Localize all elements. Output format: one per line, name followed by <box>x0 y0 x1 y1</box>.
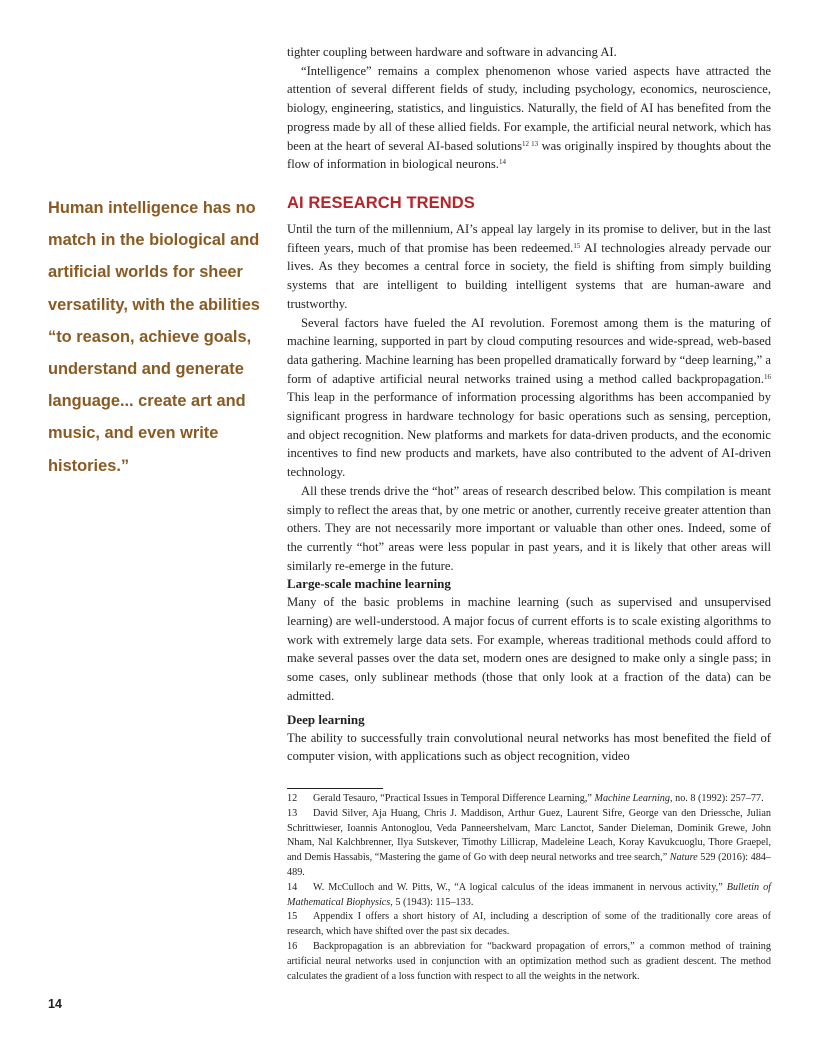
section-paragraph-3: All these trends drive the “hot” areas of research described below. This compilation is meant simply to reflect the areas that, by one metric or another, currently receive greater attention than others. They are not necessarily more important or valuable than other ones. Indeed, some of the currently “hot” areas were less popular in past years, and it is likely that other areas will similarly re-emerge in the future. <box>287 483 771 573</box>
footnote-ref-14[interactable]: 14 <box>498 158 506 167</box>
footnote-12: 12 Gerald Tesauro, “Practical Issues in Temporal Difference Learning,” Machine Learning, no. 8 (1992): 257–77. <box>287 793 764 804</box>
subheading-large-scale-ml: Large-scale machine learning <box>287 576 451 592</box>
footnote-16: 16 Backpropagation is an abbreviation for “backward propagation of errors,” a common method of training artificial neural networks used in conjunction with an optimization method such as gradient descent. The method calculates the gradient of a loss function with respect to all the weights in the network. <box>287 940 771 982</box>
pull-quote: Human intelligence has no match in the biological and artificial worlds for sheer versatility, with the abilities “to reason, achieve goals, understand and generate language... create art and music, and even write histories.” <box>48 199 260 475</box>
footnote-15: 15 Appendix I offers a short history of AI, including a description of some of the traditionally core areas of research, which have shifted over the past six decades. <box>287 911 771 938</box>
footnotes <box>287 792 771 984</box>
page-number: 14 <box>48 997 62 1011</box>
deep-learning-paragraph: The ability to successfully train convolutional neural networks has most benefited the field of computer vision, with applications such as object recognition, video <box>287 730 771 764</box>
large-scale-ml-paragraph: Many of the basic problems in machine learning (such as supervised and unsupervised learning) are well-understood. A major focus of current efforts is to scale existing algorithms to work with extremely large data sets. For example, whereas traditional methods could afford to make several passes over the data set, modern ones are designed to make only a single pass; in some cases, only sublinear methods (those that only look at a fraction of the data) can be admitted. <box>287 595 771 703</box>
intro-text <box>287 43 771 174</box>
ai-research-trends-section <box>287 192 771 766</box>
footnote-ref-16[interactable]: 16 <box>764 372 771 381</box>
section-heading: AI RESEARCH TRENDS <box>287 194 475 212</box>
footnote-13: 13 David Silver, Aja Huang, Chris J. Maddison, Arthur Guez, Laurent Sifre, George van den Driessche, Julian Schrittwieser, Ioannis Antonoglou, Veda Panneershelvam, Marc Lanctot, Sander Dieleman, Dominik Grewe, John Nham, Nal Kalchbrenner, Ilya Sutskever, Timothy Lillicrap, Madeleine Leach, Koray Kavukcuoglu, Thore Graepel, and Demis Hassabis, “Mastering the game of Go with deep neural networks and tree search,” Nature 529 (2016): 484–489. <box>287 807 771 878</box>
footnote-divider <box>287 788 383 789</box>
section-paragraph-1: Until the turn of the millennium, AI’s appeal lay largely in its promise to deliver, but in the last fifteen years, much of that promise has been redeemed.$^{15}$ AI technologies already pervade our lives. As they becomes a central force in society, the field is shifting from simply building systems that are intelligent to building intelligent systems that are human-aware and trustworthy. <box>287 222 771 311</box>
footnote-ref-12-13[interactable]: 12 13 <box>521 139 539 148</box>
subheading-deep-learning: Deep learning <box>287 711 365 727</box>
footnote-ref-15[interactable]: 15 <box>573 241 581 250</box>
section-paragraph-2: Several factors have fueled the AI revolution. Foremost among them is the maturing of machine learning, supported in part by cloud computing resources and wide-spread, web-based data gathering. Machine learning has been propelled dramatically forward by “deep learning,” a form of adaptive artificial neural networks trained using a method called backpropagation.$^{16}$ This leap in the performance of information processing algorithms has been accompanied by significant progress in hardware technology for basic operations such as sensing, perception, and object recognition. New platforms and markets for data-driven products, and the economic incentives to find new products and markets, have also contributed to the advent of AI-driven technology. <box>287 315 771 480</box>
intro-paragraph-2: “Intelligence” remains a complex phenomenon whose varied aspects have attracted the attention of several different fields of study, including psychology, economics, neuroscience, biology, engineering, statistics, and linguistics. Naturally, the field of AI has benefited from the progress made by all of these allied fields. For example, the artificial neural network, which has been at the heart of several AI-based solutions$^{12 13}$ was originally inspired by thoughts about the flow of information in biological neurons.$^{14}$ <box>287 63 771 172</box>
footnote-14: 14 W. McCulloch and W. Pitts, W., “A logical calculus of the ideas immanent in nervous activity,” Bulletin of Mathematical Biophysics, 5 (1943): 115–133. <box>287 881 771 908</box>
intro-paragraph-1: tighter coupling between hardware and software in advancing AI. <box>287 45 617 59</box>
